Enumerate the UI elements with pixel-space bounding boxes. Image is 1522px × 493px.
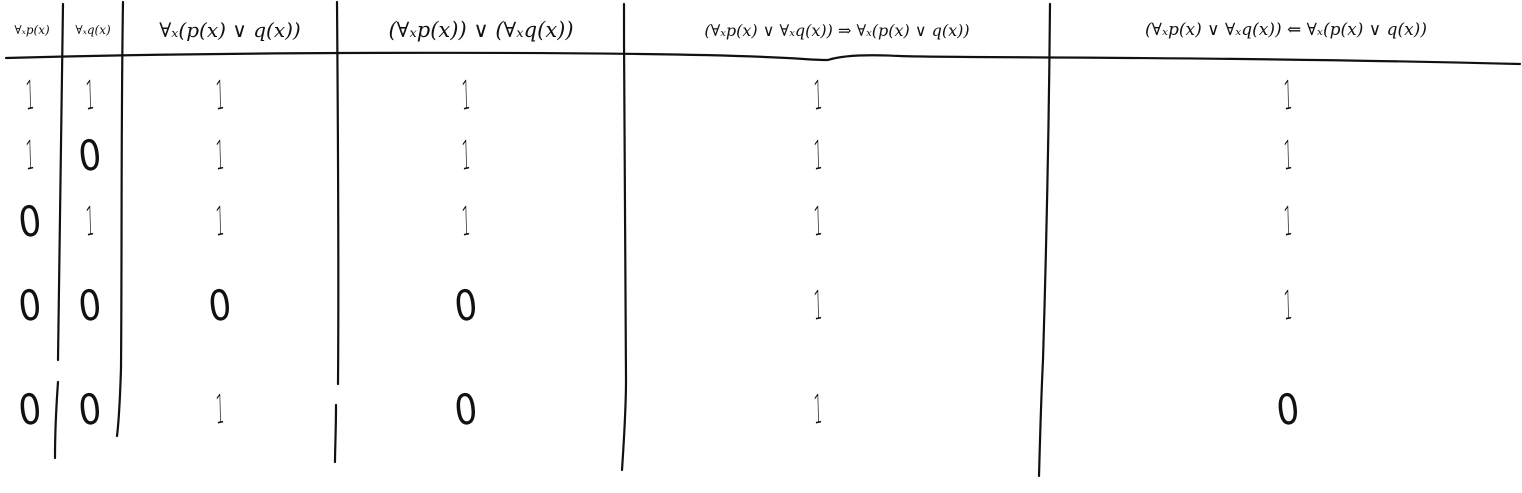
table-cell: 1 — [812, 72, 824, 120]
table-cell: 1 — [1282, 282, 1294, 330]
table-cell: 1 — [1282, 132, 1294, 180]
header-underline — [6, 53, 1520, 64]
table-cell: 1 — [460, 198, 472, 246]
table-cell: 1 — [460, 72, 472, 120]
header-implies: (∀ₓp(x) ∨ ∀ₓq(x)) ⇒ ∀ₓ(p(x) ∨ q(x)) — [704, 20, 970, 40]
header-forall-p: ∀ₓp(x) — [14, 23, 50, 37]
column-divider-2 — [117, 2, 123, 436]
table-cell: 1 — [214, 386, 226, 434]
table-cell: 1 — [84, 72, 96, 120]
table-cell: 1 — [24, 132, 36, 180]
table-cell: 0 — [75, 129, 105, 182]
column-divider-5 — [1039, 4, 1050, 476]
column-divider-1b — [55, 382, 58, 458]
table-cell: 0 — [451, 279, 481, 332]
table-cell: 1 — [214, 72, 226, 120]
table-cell: 1 — [460, 132, 472, 180]
table-cell: 1 — [812, 386, 824, 434]
table-cell: 0 — [205, 279, 235, 332]
table-cell: 1 — [812, 198, 824, 246]
table-cell: 1 — [1282, 72, 1294, 120]
table-cell: 0 — [75, 383, 105, 436]
column-divider-4 — [622, 4, 626, 470]
table-cell: 1 — [84, 198, 96, 246]
table-cell: 0 — [15, 195, 45, 248]
table-cell: 1 — [812, 132, 824, 180]
header-forall-p-or-q: ∀ₓ(p(x) ∨ q(x)) — [159, 18, 301, 42]
table-cell: 0 — [15, 279, 45, 332]
header-forall-p-or-forall-q: (∀ₓp(x)) ∨ (∀ₓq(x)) — [388, 18, 574, 42]
column-divider-3b — [335, 405, 336, 462]
table-cell: 1 — [24, 72, 36, 120]
table-cell: 1 — [812, 282, 824, 330]
table-cell: 0 — [75, 279, 105, 332]
table-cell: 1 — [1282, 198, 1294, 246]
table-cell: 1 — [214, 198, 226, 246]
column-divider-3 — [337, 2, 338, 384]
table-cell: 0 — [15, 383, 45, 436]
table-cell: 1 — [214, 132, 226, 180]
table-cell: 0 — [451, 383, 481, 436]
table-cell: 0 — [1273, 383, 1303, 436]
header-forall-q: ∀ₓq(x) — [75, 23, 111, 37]
header-converse: (∀ₓp(x) ∨ ∀ₓq(x)) ⇐ ∀ₓ(p(x) ∨ q(x)) — [1145, 20, 1427, 40]
